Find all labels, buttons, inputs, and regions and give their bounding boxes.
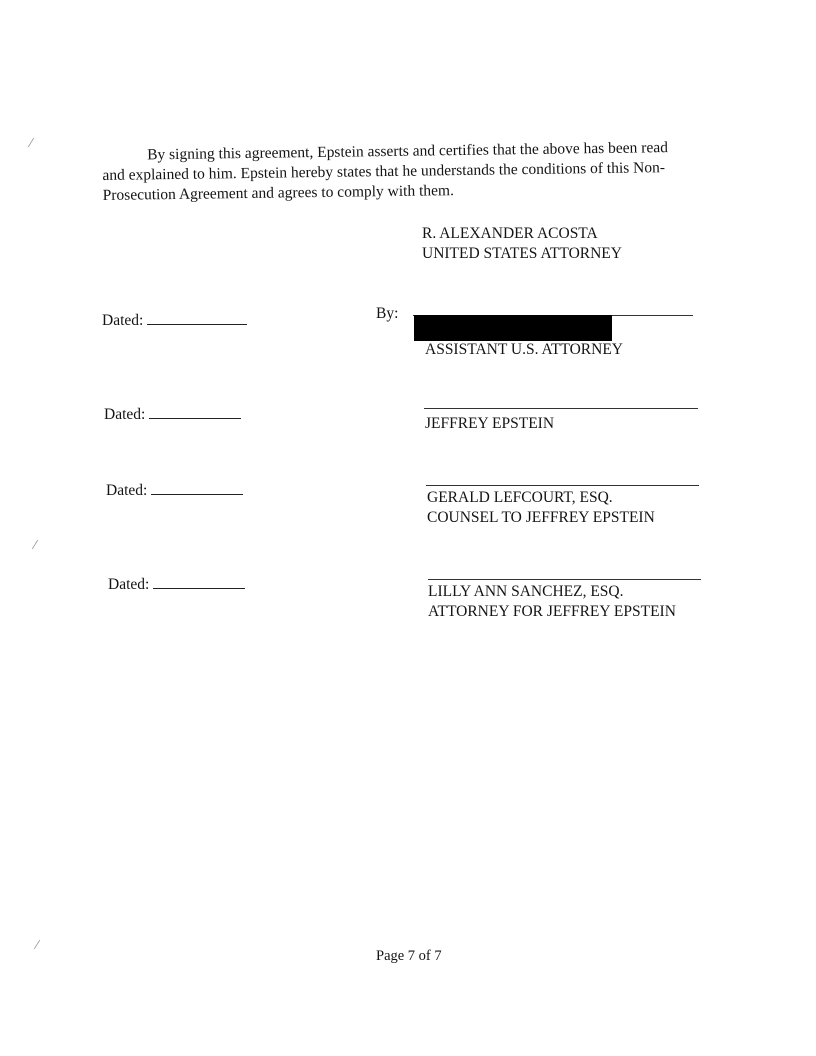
us-attorney-name: R. ALEXANDER ACOSTA — [422, 225, 598, 242]
signer-title-sanchez: ATTORNEY FOR JEFFREY EPSTEIN — [428, 603, 676, 620]
signer-name-sanchez: LILLY ANN SANCHEZ, ESQ. — [428, 583, 624, 600]
signer-name-lefcourt: GERALD LEFCOURT, ESQ. — [427, 489, 613, 506]
us-attorney-title: UNITED STATES ATTORNEY — [422, 245, 622, 262]
page-number: Page 7 of 7 — [376, 948, 442, 964]
signature-line-2 — [424, 408, 698, 409]
dated-label: Dated: — [102, 312, 144, 329]
scan-artifact: ⁄ — [30, 136, 33, 150]
scan-artifact: ⁄ — [36, 938, 39, 952]
dated-field-3 — [106, 480, 243, 500]
paragraph-line-3: Prosecution Agreement and agrees to comply with them. — [102, 182, 455, 204]
agreement-paragraph — [102, 138, 703, 206]
date-line — [147, 310, 247, 325]
dated-label: Dated: — [108, 576, 150, 593]
sanchez-block — [428, 582, 676, 622]
dated-field-2 — [104, 404, 241, 424]
lefcourt-block — [427, 488, 655, 528]
date-line — [149, 404, 241, 419]
paragraph-line-1: By signing this agreement, Epstein asserts and certifies that the above has been read — [147, 139, 669, 164]
scan-artifact: ⁄ — [34, 538, 37, 552]
redaction-box — [414, 315, 612, 341]
signer-title-lefcourt: COUNSEL TO JEFFREY EPSTEIN — [427, 509, 655, 526]
us-attorney-block — [422, 224, 622, 264]
signature-line-3 — [426, 485, 699, 486]
dated-label: Dated: — [104, 406, 146, 423]
dated-field-4 — [108, 574, 245, 594]
by-label: By: — [376, 305, 399, 322]
paragraph-line-2: and explained to him. Epstein hereby states that he understands the conditions of this Non- — [102, 159, 666, 184]
dated-label: Dated: — [106, 482, 148, 499]
date-line — [151, 480, 243, 495]
signer-name-epstein: JEFFREY EPSTEIN — [425, 415, 555, 432]
date-line — [153, 574, 245, 589]
dated-field-1 — [102, 310, 247, 330]
assistant-us-attorney-title: ASSISTANT U.S. ATTORNEY — [425, 341, 623, 358]
signature-line-4 — [428, 579, 701, 580]
